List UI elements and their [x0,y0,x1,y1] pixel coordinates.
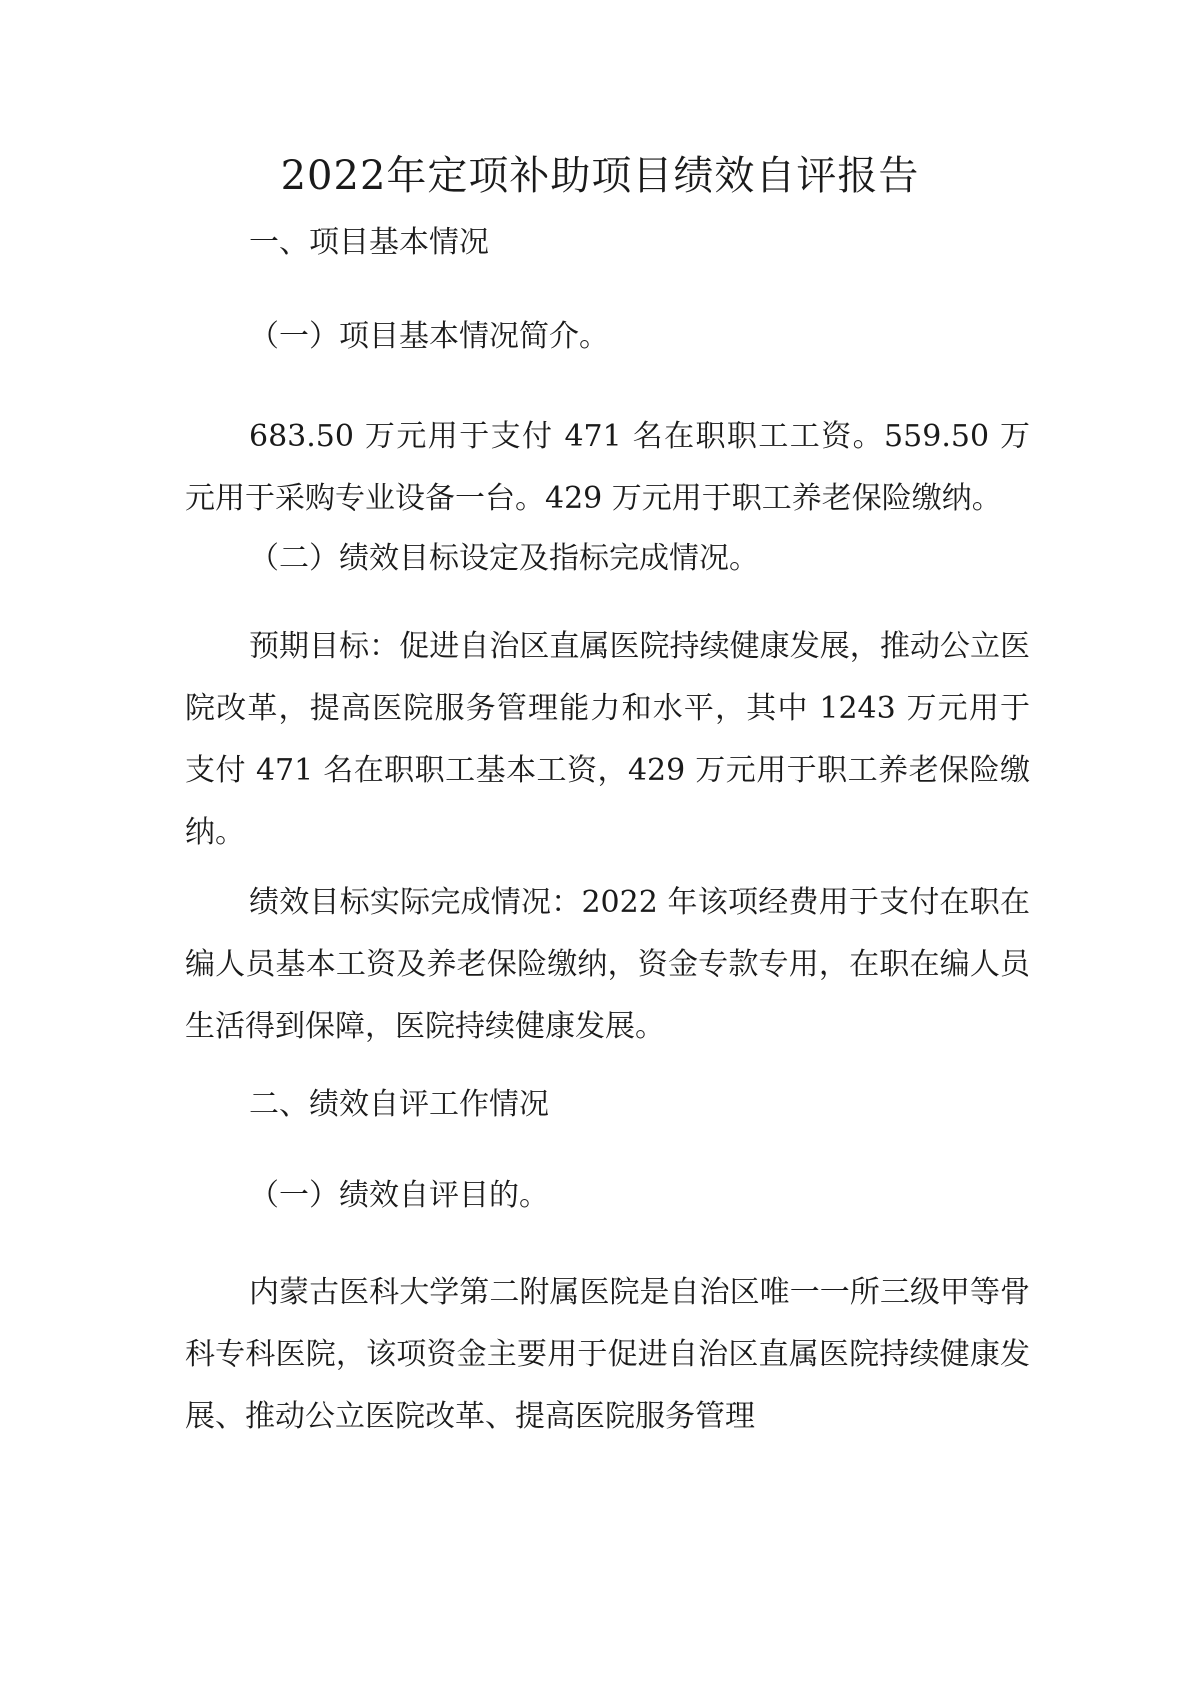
section-heading-1: 一、项目基本情况 [249,225,489,260]
paragraph-expected-goals: 预期目标：促进自治区直属医院持续健康发展，推动公立医院改革，提高医院服务管理能力和水平，其中 1243 万元用于支付 471 名在职职工基本工资，429 万元用于职工养老保险缴纳。 [185,629,1030,850]
subsection-heading-2-1: （一）绩效自评目的。 [249,1178,549,1213]
paragraph-project-summary: 683.50 万元用于支付 471 名在职职工工资。559.50 万元用于采购专业设备一台。429 万元用于职工养老保险缴纳。 [185,419,1030,516]
subsection-heading-1-2: （二）绩效目标设定及指标完成情况。 [249,541,759,576]
paragraph-evaluation-purpose: 内蒙古医科大学第二附属医院是自治区唯一一所三级甲等骨科专科医院，该项资金主要用于促进自治区直属医院持续健康发展、推动公立医院改革、提高医院服务管理 [185,1275,1030,1434]
paragraph-actual-completion: 绩效目标实际完成情况：2022 年该项经费用于支付在职在编人员基本工资及养老保险缴纳，资金专款专用，在职在编人员生活得到保障，医院持续健康发展。 [185,885,1030,1044]
section-heading-2: 二、绩效自评工作情况 [249,1087,549,1122]
document-title: 2022年定项补助项目绩效自评报告 [280,153,920,199]
subsection-heading-1-1: （一）项目基本情况简介。 [249,319,609,354]
